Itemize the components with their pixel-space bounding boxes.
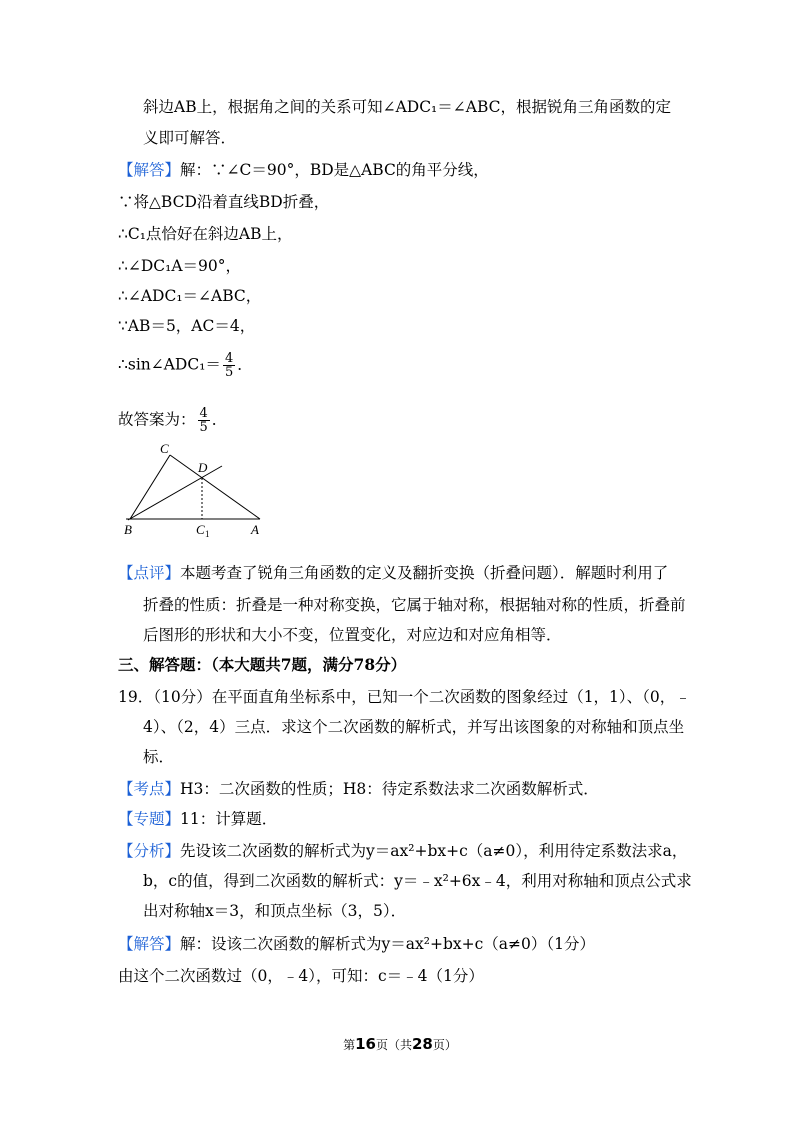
- footer-total: 28: [412, 1035, 433, 1053]
- label-c1-sub: 1: [205, 529, 210, 539]
- text-line: 折叠的性质：折叠是一种对称变换，它属于轴对称，根据轴对称的性质，折叠前: [143, 596, 686, 614]
- answer-label: 故答案为：: [118, 410, 196, 429]
- text-line: 后图形的形状和大小不变，位置变化，对应边和对应角相等．: [143, 626, 562, 644]
- text-line: ∴∠ADC₁＝∠ABC，: [118, 287, 262, 305]
- text-line: [118, 352, 253, 379]
- period: ．: [211, 410, 228, 429]
- zhuanti-text: 11：计算题．: [180, 810, 278, 828]
- fraction-numerator: 4: [199, 406, 208, 421]
- answer-text: 解：∵∠C＝90°，BD是△ABC的角平分线，: [180, 161, 489, 179]
- text-line: [118, 808, 277, 830]
- answer-text: 解：设该二次函数的解析式为y＝ax²+bx+c（a≠0）（1分）: [180, 935, 595, 953]
- footer-prefix: 第: [343, 1038, 356, 1052]
- period: ．: [237, 355, 253, 374]
- text-line: [118, 840, 687, 862]
- fenxi-text: 先设该二次函数的解析式为y＝ax²+bx+c（a≠0），利用待定系数法求a，: [180, 842, 688, 860]
- text-line: 义即可解答．: [143, 129, 237, 147]
- text-line: b，c的值，得到二次函数的解析式：y＝﹣x²+6x﹣4，利用对称轴和顶点公式求: [143, 872, 692, 890]
- section-heading: 三、解答题：（本大题共7题，满分78分）: [118, 655, 407, 674]
- question-line: 19．（10分）在平面直角坐标系中，已知一个二次函数的图象经过（1，1）、（0，﹣: [118, 688, 691, 706]
- footer-page: 16: [355, 1035, 376, 1053]
- segment-bc: [130, 455, 170, 519]
- fraction: [198, 407, 210, 434]
- text-line: 由这个二次函数过（0，﹣4），可知：c＝﹣4（1分）: [118, 967, 484, 985]
- footer-suffix: 页）: [432, 1038, 457, 1052]
- footer-mid: 页（共: [375, 1038, 412, 1052]
- comment-text: 本题考查了锐角三角函数的定义及翻折变换（折叠问题）．解题时利用了: [180, 564, 669, 582]
- label-b: B: [124, 522, 132, 537]
- sin-text: ∴sin∠ADC₁＝: [118, 355, 221, 374]
- fraction-denominator: 5: [224, 365, 234, 380]
- page-footer: [0, 1035, 800, 1053]
- label-d: D: [198, 460, 208, 475]
- tag-answer: 【解答】: [118, 161, 181, 179]
- triangle-figure: [118, 442, 278, 542]
- tag-comment: 【点评】: [118, 564, 181, 582]
- text-line: [118, 778, 599, 800]
- question-line: 标．: [143, 748, 175, 766]
- text-line: [118, 933, 595, 955]
- fraction-denominator: 5: [199, 420, 208, 435]
- kaodian-text: H3：二次函数的性质；H8：待定系数法求二次函数解析式．: [180, 780, 599, 798]
- tag-zhuanti: 【专题】: [118, 810, 181, 828]
- text-line: 斜边AB上，根据角之间的关系可知∠ADC₁＝∠ABC，根据锐角三角函数的定: [143, 98, 671, 116]
- segment-ca: [170, 455, 260, 519]
- label-c: C: [160, 442, 169, 456]
- text-line: ∵AB＝5，AC＝4，: [118, 317, 256, 335]
- question-line: 4）、（2，4）三点．求这个二次函数的解析式，并写出该图象的对称轴和顶点坐: [143, 718, 685, 736]
- text-line: ∴C₁点恰好在斜边AB上，: [118, 225, 293, 243]
- text-line: 出对称轴x＝3，和顶点坐标（3，5）．: [143, 902, 407, 920]
- text-line: ∵将△BCD沿着直线BD折叠，: [118, 193, 330, 211]
- text-line: [118, 562, 668, 584]
- text-line: [118, 159, 489, 181]
- fraction-numerator: 4: [224, 351, 234, 366]
- label-c1: C: [196, 522, 205, 537]
- tag-fenxi: 【分析】: [118, 842, 181, 860]
- tag-answer: 【解答】: [118, 935, 181, 953]
- segment-bd: [128, 466, 222, 520]
- fraction: [223, 352, 235, 379]
- text-line: [118, 407, 227, 434]
- tag-kaodian: 【考点】: [118, 780, 181, 798]
- label-a: A: [251, 522, 259, 537]
- text-line: ∴∠DC₁A＝90°，: [118, 257, 242, 275]
